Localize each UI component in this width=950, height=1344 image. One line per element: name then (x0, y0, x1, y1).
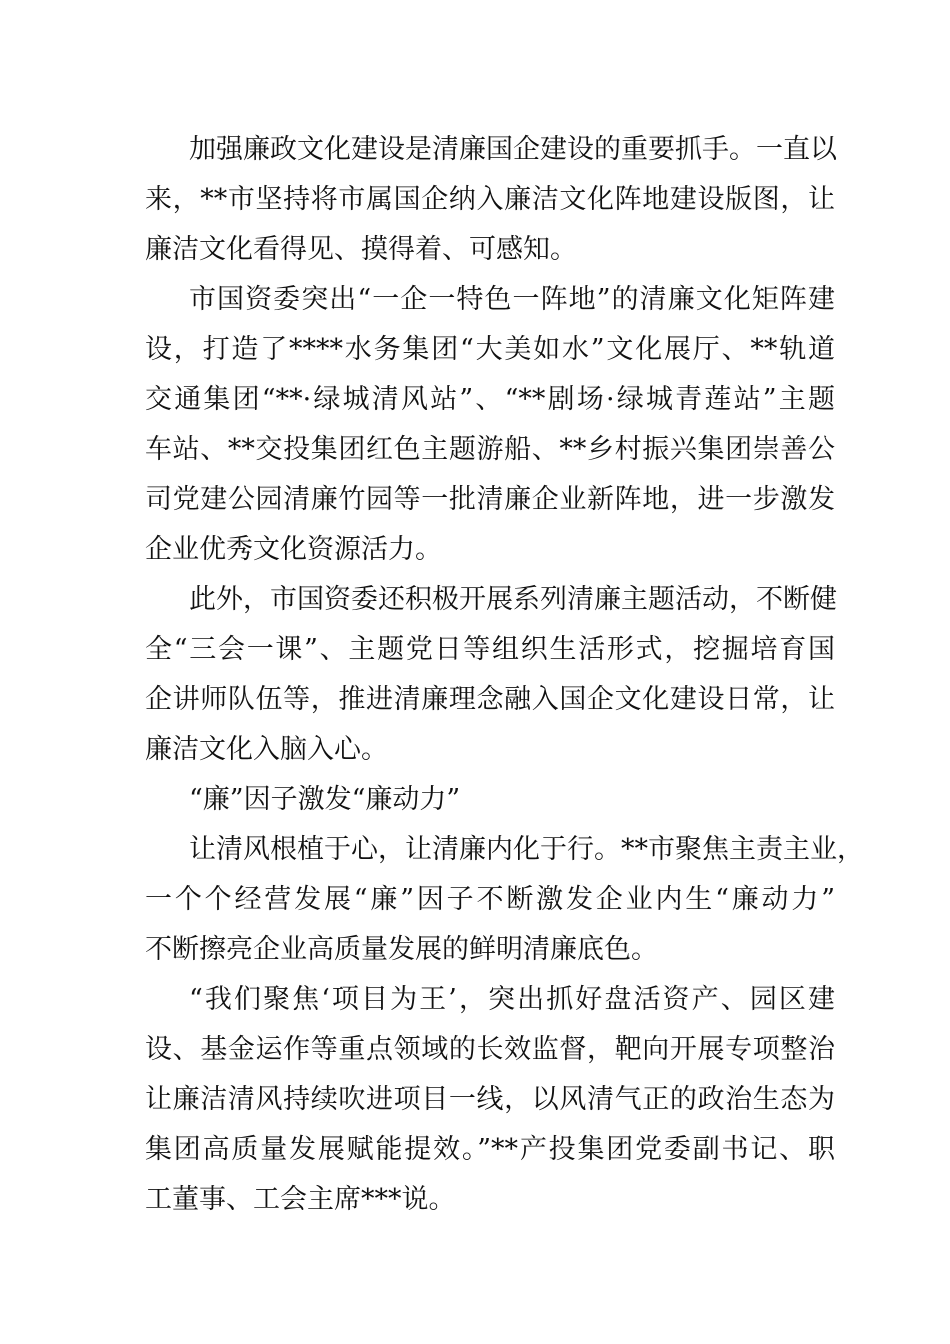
paragraph-3-line-1: 此外，市国资委还积极开展系列清廉主题活动，不断健 (189, 584, 837, 615)
paragraph-1-line-2: 来，**市坚持将市属国企纳入廉洁文化阵地建设版图，让 (145, 184, 835, 215)
paragraph-3-line-4: 廉洁文化入脑入心。 (145, 734, 388, 765)
paragraph-3-line-2: 全“三会一课”、主题党日等组织生活形式，挖掘培育国 (145, 634, 835, 665)
paragraph-3-line-3: 企讲师队伍等，推进清廉理念融入国企文化建设日常，让 (145, 684, 835, 715)
paragraph-1-line-1: 加强廉政文化建设是清廉国企建设的重要抓手。一直以 (189, 134, 837, 165)
paragraph-6-line-2: 设、基金运作等重点领域的长效监督，靶向开展专项整治 (145, 1034, 835, 1065)
paragraph-6-line-4: 集团高质量发展赋能提效。”**产投集团党委副书记、职 (145, 1134, 835, 1165)
section-heading: “廉”因子激发“廉动力” (189, 784, 461, 815)
paragraph-2-line-2: 设，打造了****水务集团“大美如水”文化展厅、**轨道 (145, 334, 835, 365)
paragraph-2-line-1: 市国资委突出“一企一特色一阵地”的清廉文化矩阵建 (189, 284, 835, 315)
paragraph-5-line-3: 不断擦亮企业高质量发展的鲜明清廉底色。 (145, 934, 658, 965)
paragraph-2-line-3: 交通集团“**·绿城清风站”、“**剧场·绿城青莲站”主题 (145, 384, 835, 415)
paragraph-1-line-3: 廉洁文化看得见、摸得着、可感知。 (145, 234, 577, 265)
paragraph-5-line-1: 让清风根植于心，让清廉内化于行。**市聚焦主责主业， (189, 834, 864, 865)
paragraph-6-line-3: 让廉洁清风持续吹进项目一线，以风清气正的政治生态为 (145, 1084, 835, 1115)
paragraph-6-line-1: “我们聚焦‘项目为王’，突出抓好盘活资产、园区建 (189, 984, 835, 1015)
paragraph-6-line-5: 工董事、工会主席***说。 (145, 1184, 456, 1215)
paragraph-2-line-5: 司党建公园清廉竹园等一批清廉企业新阵地，进一步激发 (145, 484, 835, 515)
paragraph-5-line-2: 一个个经营发展“廉”因子不断激发企业内生“廉动力” (145, 884, 835, 915)
paragraph-2-line-6: 企业优秀文化资源活力。 (145, 534, 442, 565)
paragraph-2-line-4: 车站、**交投集团红色主题游船、**乡村振兴集团崇善公 (145, 434, 835, 465)
